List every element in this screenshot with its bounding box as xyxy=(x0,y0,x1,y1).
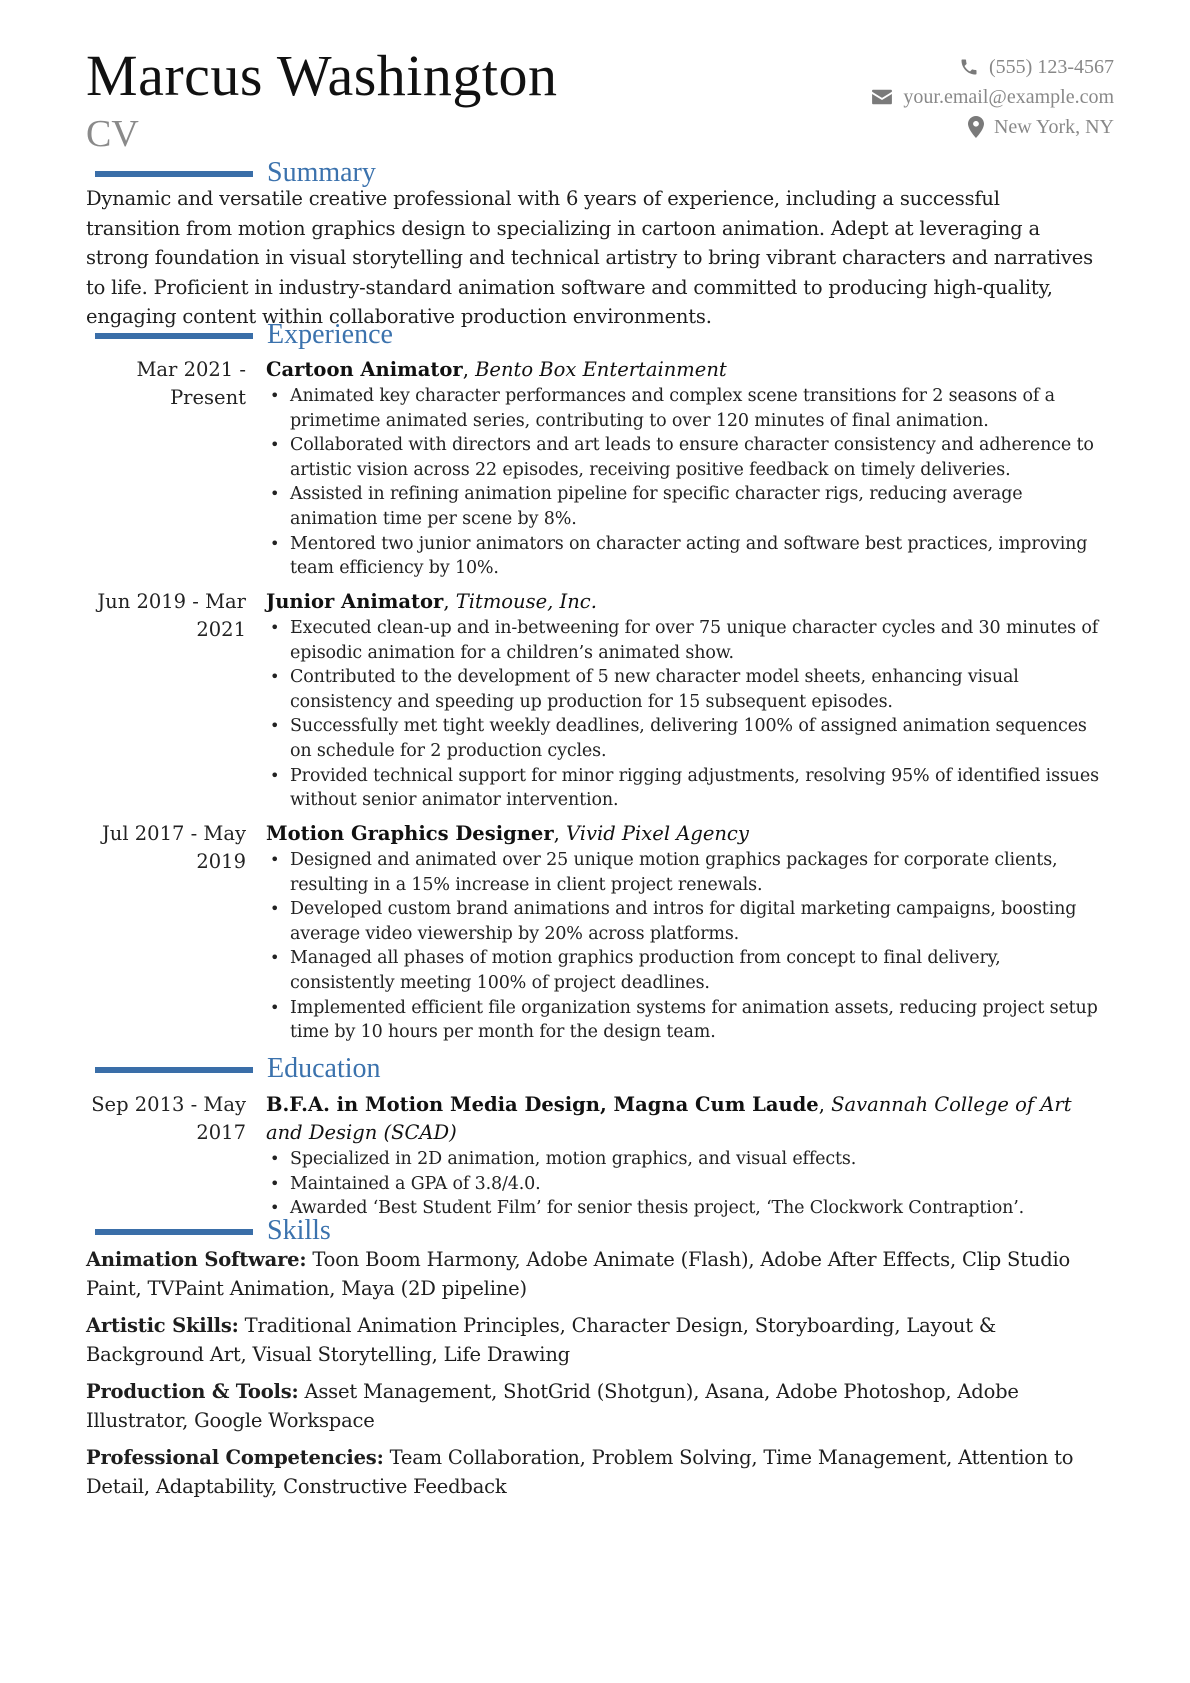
skill-label: Artistic Skills: xyxy=(86,1314,239,1337)
entry-dates: Sep 2013 - May 2017 xyxy=(91,1093,246,1144)
entry-bullets xyxy=(266,1147,1102,1221)
entry-body xyxy=(266,820,1102,1045)
skill-values: Asset Management, ShotGrid (Shotgun), Asana, Adobe Photoshop, Adobe Illustrator, Google Workspace xyxy=(86,1380,1019,1432)
section-accent-bar xyxy=(95,171,253,177)
job-title: Junior Animator xyxy=(266,590,444,613)
list-item: • Specialized in 2D animation, motion graphics, and visual effects. xyxy=(266,1147,1102,1172)
list-item: • Designed and animated over 25 unique motion graphics packages for corporate clients, resulting in a 15% increase in client project renewals. xyxy=(266,848,1102,897)
contact-email xyxy=(871,82,1114,112)
list-item: • Awarded ‘Best Student Film’ for senior thesis project, ‘The Clockwork Contraption’. xyxy=(266,1196,1102,1221)
contact-phone xyxy=(871,52,1114,82)
entry-bullets xyxy=(266,616,1102,813)
candidate-name: Marcus Washington xyxy=(86,43,558,108)
list-item: • Collaborated with directors and art leads to ensure character consistency and adherence to artistic vision across 22 episodes, receiving positive feedback on timely deliveries. xyxy=(266,433,1102,482)
entry-dates: Mar 2021 - Present xyxy=(136,358,246,409)
skill-label: Production & Tools: xyxy=(86,1380,299,1403)
section-title: Experience xyxy=(267,319,393,350)
entry-role: Junior Animator, Titmouse, Inc. xyxy=(266,590,597,613)
list-item: • Provided technical support for minor rigging adjustments, resolving 95% of identified issues without senior animator intervention. xyxy=(266,764,1102,813)
skill-label: Professional Competencies: xyxy=(86,1446,384,1469)
list-item: • Implemented efficient file organization systems for animation assets, reducing project setup time by 10 hours per month for the design team. xyxy=(266,996,1102,1045)
section-title: Education xyxy=(267,1053,381,1084)
email-address[interactable]: your.email@example.com xyxy=(903,86,1114,108)
skill-values: Traditional Animation Principles, Character Design, Storyboarding, Layout & Background Art, Visual Storytelling, Life Drawing xyxy=(86,1314,997,1366)
entry-dates: Jun 2019 - Mar 2021 xyxy=(97,590,246,641)
entry-body xyxy=(266,356,1102,581)
list-item: • Managed all phases of motion graphics production from concept to final delivery, consistently meeting 100% of project deadlines. xyxy=(266,946,1102,995)
section-title: Summary xyxy=(267,157,376,188)
entry-role: Motion Graphics Designer, Vivid Pixel Agency xyxy=(266,822,749,845)
list-item: • Contributed to the development of 5 new character model sheets, enhancing visual consistency and speeding up production for 15 subsequent episodes. xyxy=(266,665,1102,714)
entry-bullets xyxy=(266,384,1102,581)
skill-group xyxy=(86,1246,1102,1303)
phone-number[interactable]: (555) 123-4567 xyxy=(989,56,1114,78)
section-accent-bar xyxy=(95,1229,253,1235)
list-item: • Mentored two junior animators on character acting and software best practices, improving team efficiency by 10%. xyxy=(266,532,1102,581)
institution: Savannah College of Art and Design (SCAD) xyxy=(266,1093,1072,1144)
list-item: • Successfully met tight weekly deadlines, delivering 100% of assigned animation sequences on schedule for 2 production cycles. xyxy=(266,714,1102,763)
employer: Bento Box Entertainment xyxy=(475,358,727,381)
document-subtitle: CV xyxy=(86,113,139,155)
section-accent-bar xyxy=(95,1067,253,1073)
envelope-icon xyxy=(871,88,893,106)
list-item: • Developed custom brand animations and intros for digital marketing campaigns, boosting average video viewership by 20% across platforms. xyxy=(266,897,1102,946)
entry-body xyxy=(266,1091,1102,1221)
list-item: • Maintained a GPA of 3.8/4.0. xyxy=(266,1172,1102,1197)
job-title: Cartoon Animator xyxy=(266,358,463,381)
degree-title: B.F.A. in Motion Media Design, Magna Cum Laude xyxy=(266,1093,819,1116)
list-item: • Assisted in refining animation pipeline for specific character rigs, reducing average animation time per scene by 8%. xyxy=(266,482,1102,531)
employer: Vivid Pixel Agency xyxy=(566,822,749,845)
phone-icon xyxy=(959,57,979,77)
employer: Titmouse, Inc. xyxy=(455,590,597,613)
skill-label: Animation Software: xyxy=(86,1248,307,1271)
skills-list xyxy=(86,1246,1102,1510)
skill-group xyxy=(86,1378,1102,1435)
skill-group xyxy=(86,1444,1102,1501)
map-pin-icon xyxy=(968,116,984,138)
skill-group xyxy=(86,1312,1102,1369)
job-title: Motion Graphics Designer xyxy=(266,822,554,845)
summary-text: Dynamic and versatile creative professional with 6 years of experience, including a successful transition from motion graphics design to specializing in cartoon animation. Adept at leveraging a strong foundation in visual storytelling and technical artistry to bring vibrant characters and narratives to life. Proficient in industry-standard animation software and committed to producing high-quality, engaging content within collaborative production environments. xyxy=(86,187,1093,328)
skill-values: Toon Boom Harmony, Adobe Animate (Flash), Adobe After Effects, Clip Studio Paint, TVPaint Animation, Maya (2D pipeline) xyxy=(86,1248,1071,1300)
contact-location xyxy=(871,112,1114,142)
section-title: Skills xyxy=(267,1215,331,1246)
location-text: New York, NY xyxy=(993,116,1114,138)
list-item: • Executed clean-up and in-betweening for over 75 unique character cycles and 30 minutes of episodic animation for a children’s animated show. xyxy=(266,616,1102,665)
entry-dates: Jul 2017 - May 2019 xyxy=(101,822,246,873)
entry-body xyxy=(266,588,1102,813)
section-accent-bar xyxy=(95,333,253,339)
entry-bullets xyxy=(266,848,1102,1045)
entry-role: Cartoon Animator, Bento Box Entertainment xyxy=(266,358,727,381)
contact-block xyxy=(871,52,1114,142)
skill-values: Team Collaboration, Problem Solving, Time Management, Attention to Detail, Adaptability, Constructive Feedback xyxy=(86,1446,1074,1498)
entry-role: B.F.A. in Motion Media Design, Magna Cum Laude, Savannah College of Art and Design (SCAD) xyxy=(266,1093,1072,1144)
list-item: • Animated key character performances and complex scene transitions for 2 seasons of a primetime animated series, contributing to over 120 minutes of final animation. xyxy=(266,384,1102,433)
